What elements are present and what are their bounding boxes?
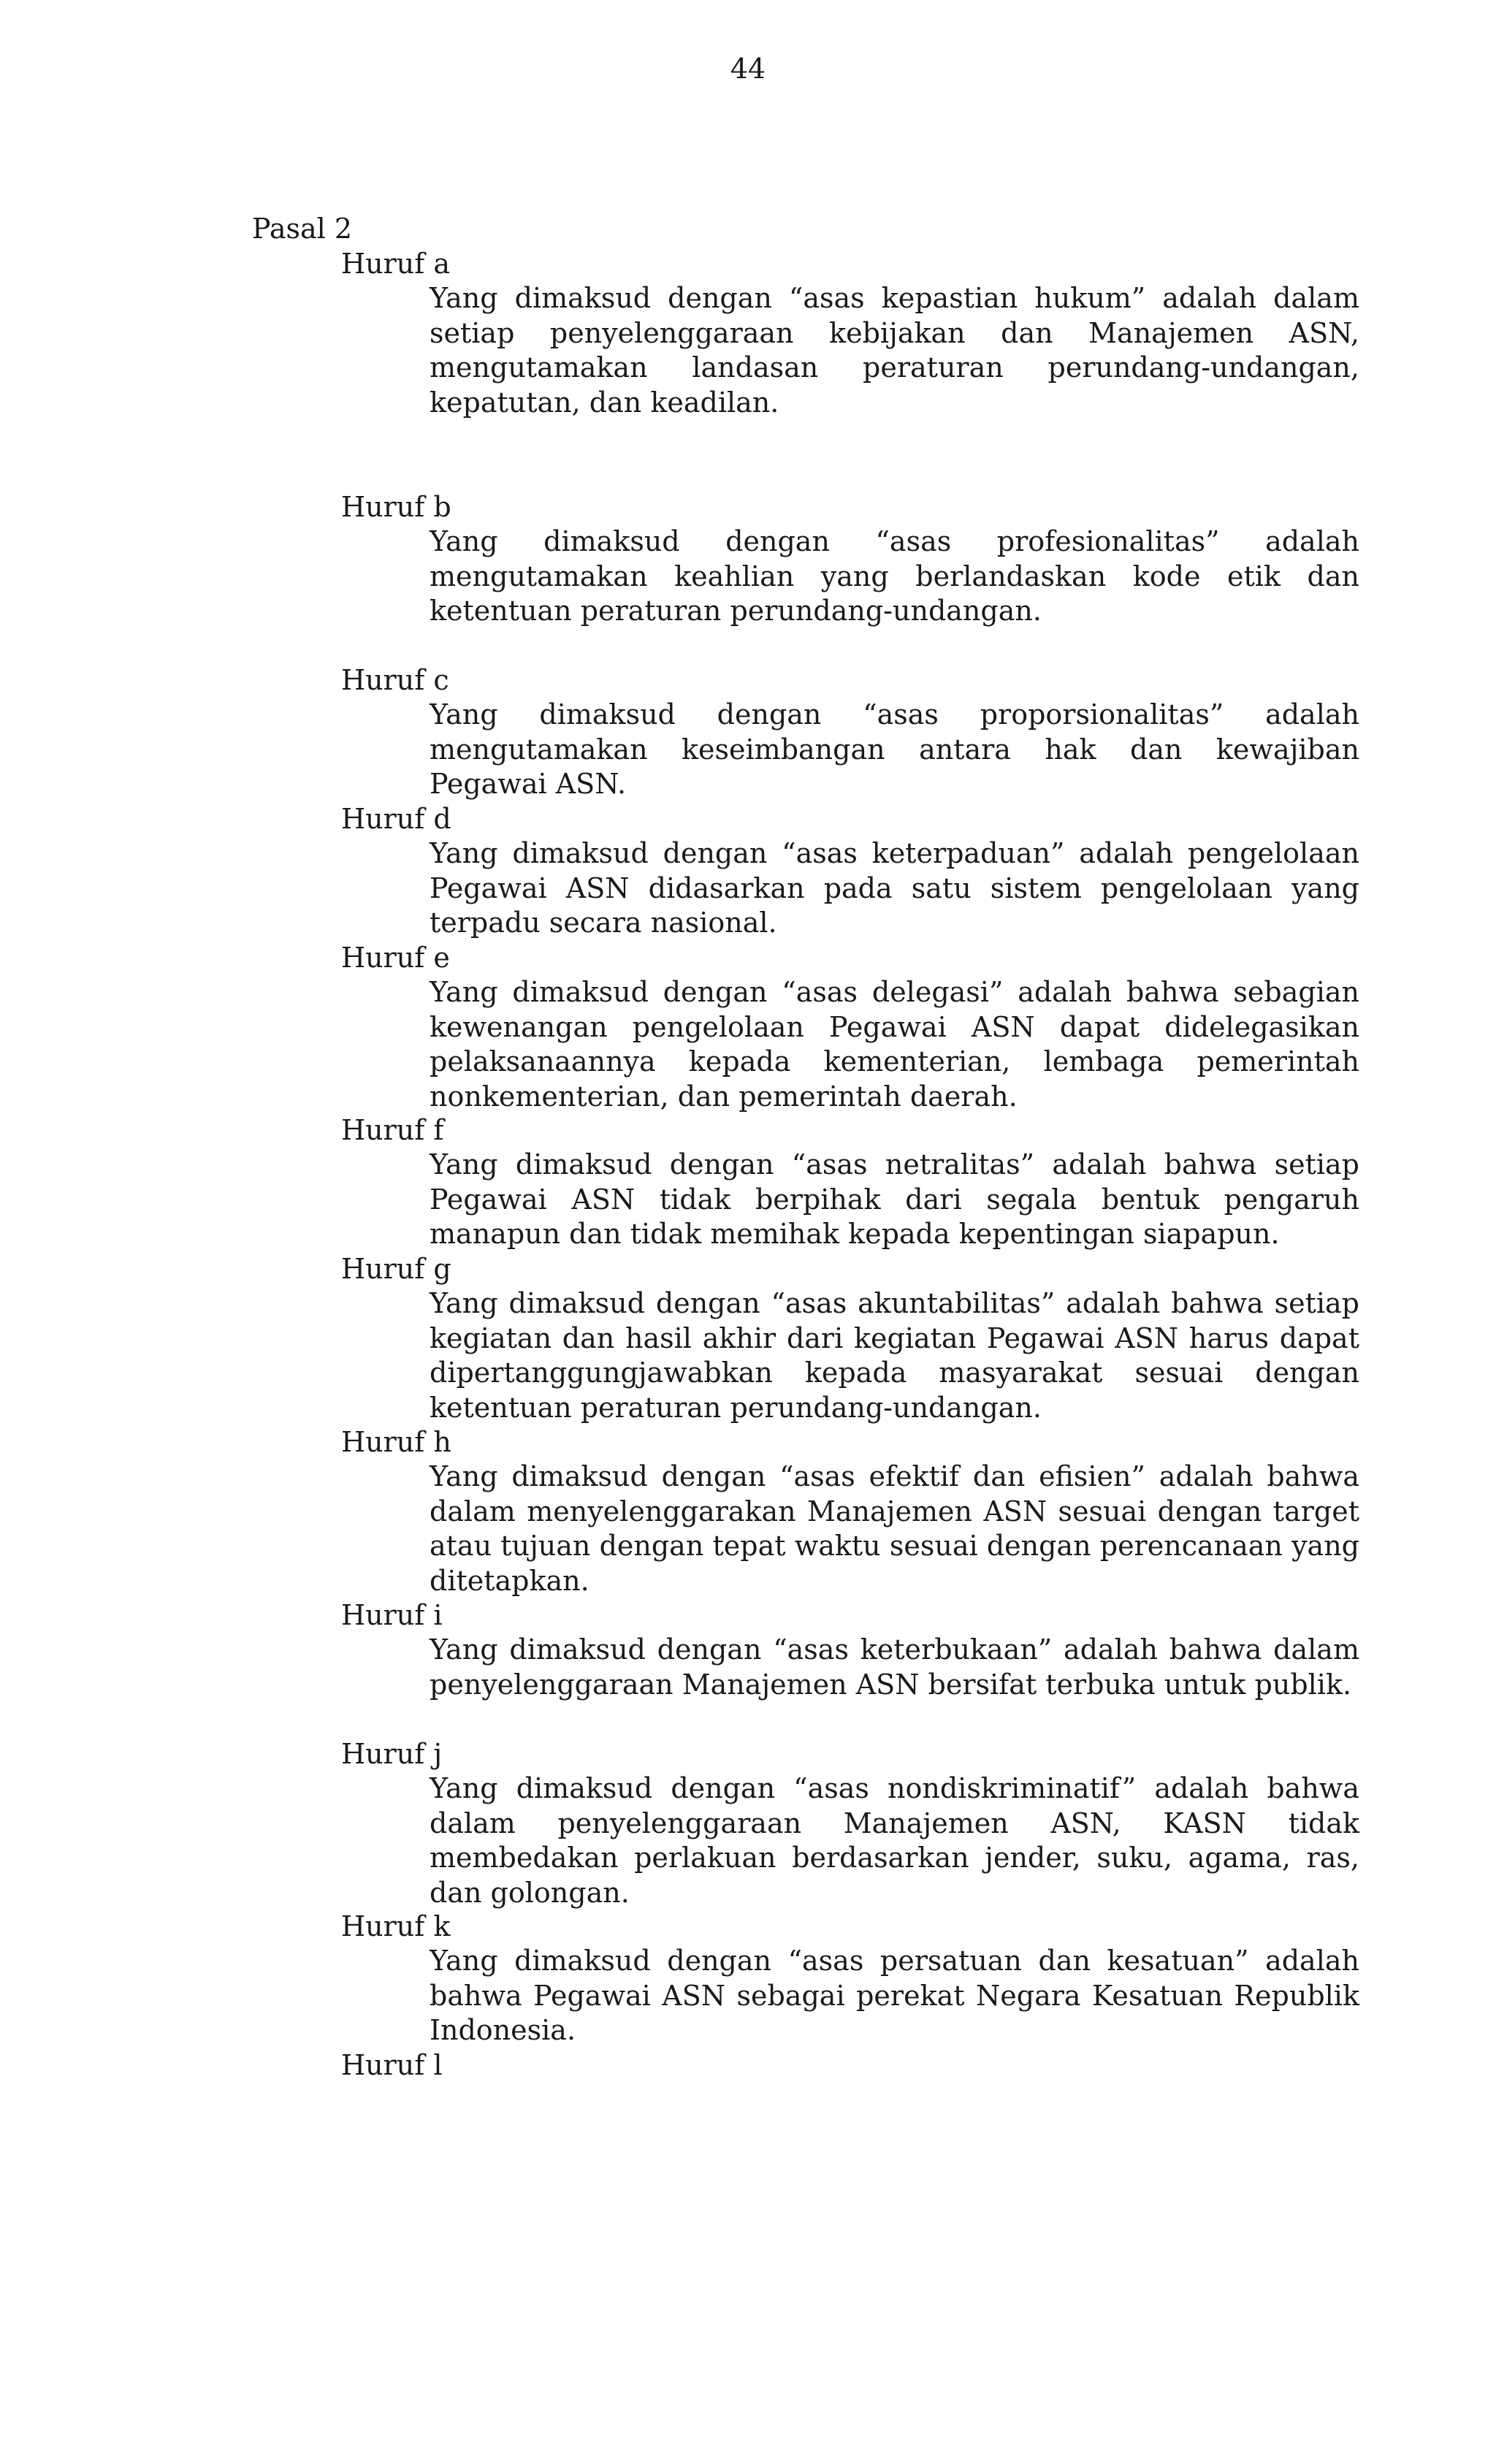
huruf-description: Yang dimaksud dengan “asas keterpaduan” adalah pengelolaan Pegawai ASN didasarkan pada satu sistem pengelolaan yang terpadu secara nasional. — [430, 837, 1359, 939]
huruf-label: Huruf b — [341, 491, 451, 523]
huruf-label: Huruf i — [341, 1599, 443, 1631]
huruf-label: Huruf j — [341, 1738, 443, 1770]
pasal-heading: Pasal 2 — [252, 213, 353, 245]
huruf-description: Yang dimaksud dengan “asas proporsionalitas” adalah mengutamakan keseimbangan antara hak dan kewajiban Pegawai ASN. — [430, 698, 1359, 800]
huruf-description: Yang dimaksud dengan “asas kepastian hukum” adalah dalam setiap penyelenggaraan kebijakan dan Manajemen ASN, mengutamakan landasan peraturan perundang-undangan, kepatutan, dan keadilan. — [430, 282, 1359, 419]
huruf-description: Yang dimaksud dengan “asas delegasi” adalah bahwa sebagian kewenangan pengelolaan Pegawai ASN dapat didelegasikan pelaksanaannya kepada kementerian, lembaga pemerintah nonkementerian, dan pemerintah daerah. — [430, 976, 1359, 1113]
huruf-description: Yang dimaksud dengan “asas keterbukaan” adalah bahwa dalam penyelenggaraan Manajemen ASN bersifat terbuka untuk publik. — [430, 1633, 1359, 1701]
huruf-label: Huruf h — [341, 1426, 451, 1458]
huruf-label: Huruf a — [341, 248, 451, 280]
huruf-description: Yang dimaksud dengan “asas akuntabilitas” adalah bahwa setiap kegiatan dan hasil akhir dari kegiatan Pegawai ASN harus dapat dipertanggungjawabkan kepada masyarakat sesuai dengan ketentuan peraturan perundang-undangan. — [430, 1287, 1359, 1424]
huruf-description: Yang dimaksud dengan “asas persatuan dan kesatuan” adalah bahwa Pegawai ASN sebagai perekat Negara Kesatuan Republik Indonesia. — [430, 1945, 1359, 2046]
huruf-description: Yang dimaksud dengan “asas netralitas” adalah bahwa setiap Pegawai ASN tidak berpihak dari segala bentuk pengaruh manapun dan tidak memihak kepada kepentingan siapapun. — [430, 1148, 1359, 1250]
huruf-label: Huruf l — [341, 2049, 443, 2081]
huruf-label: Huruf c — [341, 664, 449, 696]
huruf-label: Huruf f — [341, 1114, 444, 1146]
huruf-label: Huruf e — [341, 942, 450, 974]
huruf-description: Yang dimaksud dengan “asas profesionalitas” adalah mengutamakan keahlian yang berlandaskan kode etik dan ketentuan peraturan perundang-undangan. — [430, 525, 1359, 627]
page-number: 44 — [730, 53, 766, 85]
huruf-description: Yang dimaksud dengan “asas efektif dan efisien” adalah bahwa dalam menyelenggarakan Manajemen ASN sesuai dengan target atau tujuan dengan tepat waktu sesuai dengan perencanaan yang ditetapkan. — [430, 1460, 1359, 1597]
huruf-label: Huruf d — [341, 803, 451, 835]
huruf-label: Huruf k — [341, 1910, 451, 1942]
huruf-label: Huruf g — [341, 1253, 451, 1285]
huruf-description: Yang dimaksud dengan “asas nondiskriminatif” adalah bahwa dalam penyelenggaraan Manajemen ASN, KASN tidak membedakan perlakuan berdasarkan jender, suku, agama, ras, dan golongan. — [430, 1772, 1359, 1909]
